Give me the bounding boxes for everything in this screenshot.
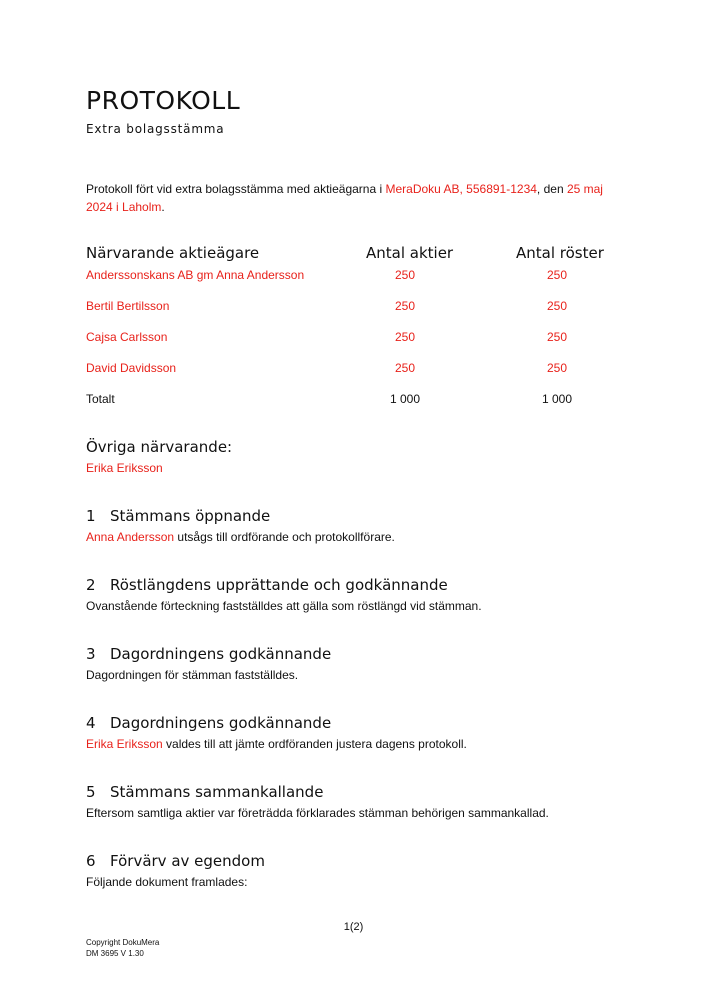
others-name: Erika Eriksson (86, 461, 163, 475)
footer (86, 937, 159, 959)
page-title: PROTOKOLL (86, 86, 241, 115)
section-title: Stämmans sammankallande (110, 783, 324, 801)
section-body: Dagordningen för stämman fastställdes. (86, 668, 299, 682)
total-label: Totalt (86, 392, 115, 406)
header-shares: Antal aktier (366, 244, 454, 262)
section-body: Ovanstående förteckning fastställdes att gälla som röstlängd vid stämman. (86, 599, 482, 613)
others-heading: Övriga närvarande: (86, 438, 233, 456)
section-heading (86, 576, 448, 594)
table-row (0, 268, 707, 286)
shareholder-shares: 250 (394, 299, 416, 313)
section-heading (86, 714, 331, 732)
header-name: Närvarande aktieägare (86, 244, 260, 262)
footer-copyright: Copyright DokuMera (86, 938, 160, 947)
section-heading (86, 645, 331, 663)
section-number: 1 (86, 507, 96, 525)
section-number: 5 (86, 783, 96, 801)
section-body: valdes till att jämte ordföranden justera dagens protokoll. (162, 737, 467, 751)
table-row (0, 299, 707, 317)
shareholder-name: Bertil Bertilsson (86, 299, 170, 313)
section-number: 2 (86, 576, 96, 594)
intro-date-place: 25 maj 2024 i Laholm (86, 182, 603, 214)
section-body: Följande dokument framlades: (86, 875, 248, 889)
intro-suffix: . (161, 200, 165, 214)
section-text (86, 668, 298, 682)
shareholder-votes: 250 (546, 330, 568, 344)
section-number: 3 (86, 645, 96, 663)
intro-prefix: Protokoll fört vid extra bolagsstämma med aktieägarna i (86, 182, 386, 196)
total-row (0, 392, 707, 410)
shareholder-shares: 250 (394, 361, 416, 375)
section-title: Dagordningens godkännande (110, 645, 332, 663)
section-text (86, 530, 395, 544)
section-text (86, 875, 247, 889)
section-text (86, 806, 549, 820)
section-body: utsågs till ordförande och protokollförare. (174, 530, 395, 544)
section-title: Förvärv av egendom (110, 852, 265, 870)
page-number: 1(2) (343, 921, 364, 933)
section-highlight: Anna Andersson (86, 530, 175, 544)
section-body: Eftersom samtliga aktier var företrädda förklarades stämman behörigen sammankallad. (86, 806, 549, 820)
section-heading (86, 852, 265, 870)
header-votes: Antal röster (516, 244, 604, 262)
section-text (86, 737, 467, 751)
shareholder-shares: 250 (394, 330, 416, 344)
shareholder-votes: 250 (546, 299, 568, 313)
footer-version: DM 3695 V 1.30 (86, 949, 144, 958)
section-number: 6 (86, 852, 96, 870)
section-title: Röstlängdens upprättande och godkännande (110, 576, 448, 594)
shareholder-name: David Davidsson (86, 361, 177, 375)
total-votes: 1 000 (541, 392, 573, 406)
shareholder-name: Anderssonskans AB gm Anna Andersson (86, 268, 305, 282)
shareholder-name: Cajsa Carlsson (86, 330, 168, 344)
intro-paragraph (86, 180, 631, 216)
section-title: Stämmans öppnande (110, 507, 271, 525)
section-title: Dagordningens godkännande (110, 714, 332, 732)
table-row (0, 361, 707, 379)
section-number: 4 (86, 714, 96, 732)
intro-middle: , den (536, 182, 567, 196)
table-row (0, 330, 707, 348)
page-subtitle: Extra bolagsstämma (86, 122, 225, 136)
section-heading (86, 783, 323, 801)
shareholder-votes: 250 (546, 268, 568, 282)
section-text (86, 599, 482, 613)
section-heading (86, 507, 270, 525)
shareholder-votes: 250 (546, 361, 568, 375)
shareholder-shares: 250 (394, 268, 416, 282)
section-highlight: Erika Eriksson (86, 737, 163, 751)
total-shares: 1 000 (389, 392, 421, 406)
intro-company: MeraDoku AB, 556891-1234 (385, 182, 537, 196)
